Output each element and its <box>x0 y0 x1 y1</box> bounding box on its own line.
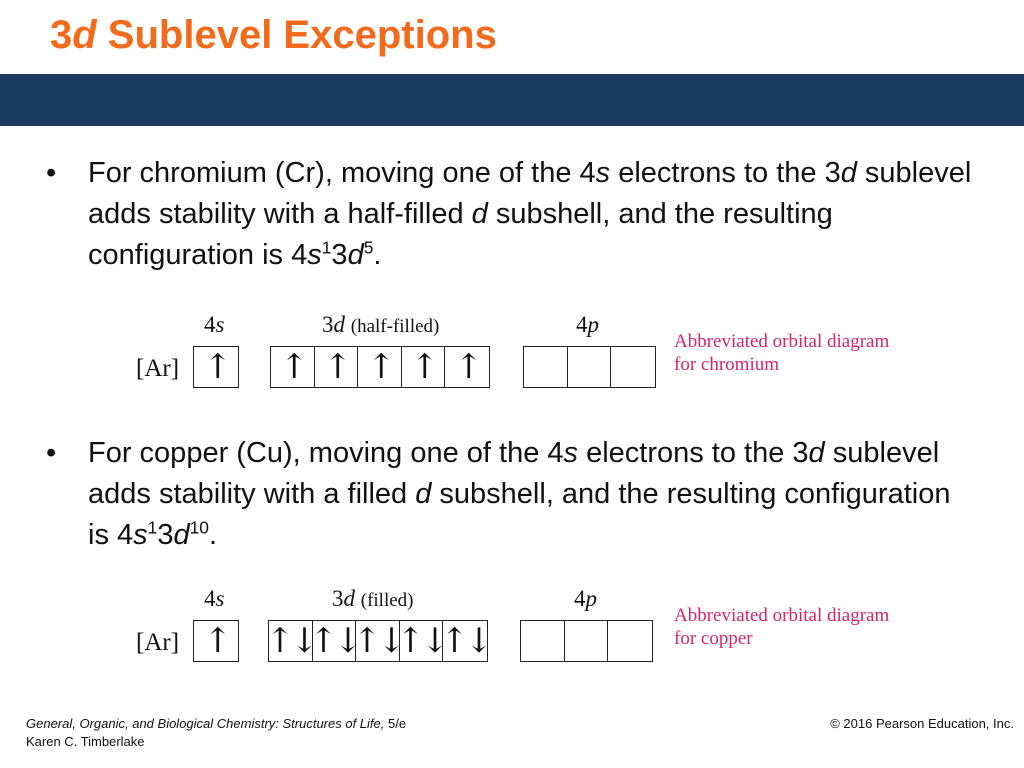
orbital-row-4p <box>523 346 656 388</box>
electron-arrow: ↑↓ <box>352 621 402 661</box>
text-run: d <box>415 478 432 510</box>
superscript: 1 <box>147 517 158 538</box>
text-run: subshell, and the resulting configuration is 4 <box>88 198 833 271</box>
footer-copyright: © 2016 Pearson Education, Inc. <box>830 716 1014 731</box>
label-note: (filled) <box>360 590 414 611</box>
orbital-row-4s <box>193 346 239 388</box>
label-4p <box>574 586 597 612</box>
orbital-box <box>568 347 612 387</box>
text-run: sublevel adds stability with a filled <box>88 437 940 510</box>
electron-arrow: ↑ <box>203 621 228 661</box>
text-run: d <box>808 437 825 469</box>
caption-line: for copper <box>674 628 753 649</box>
diagram-caption <box>674 330 889 376</box>
orbital-box <box>271 347 315 387</box>
text-run: d <box>347 239 364 271</box>
label-4p <box>576 312 599 338</box>
bullet-text <box>88 153 976 276</box>
diagram-caption <box>674 604 889 650</box>
label-number: 4 <box>576 312 588 337</box>
orbital-box <box>608 621 652 661</box>
text-run: sublevel adds stability with a half-filled <box>88 157 972 230</box>
orbital-box <box>445 347 489 387</box>
text-run: For copper (Cu), moving one of the 4 <box>88 437 564 469</box>
superscript: 5 <box>363 237 374 258</box>
text-run: electrons to the 3 <box>610 157 841 189</box>
text-run: 3 <box>157 519 174 551</box>
footer-edition: 5/e <box>384 716 407 731</box>
label-number: 3 <box>322 312 334 337</box>
label-4s <box>204 586 224 612</box>
orbital-row-3d <box>265 620 490 662</box>
footer-book-title: General, Organic, and Biological Chemistry: Structures of Life, <box>26 716 385 731</box>
orbital-row-3d <box>270 346 490 388</box>
slide-title <box>50 8 497 62</box>
orbital-box <box>440 621 490 661</box>
core-argon: [Ar] <box>136 355 180 382</box>
orbital-box <box>521 621 565 661</box>
orbital-box <box>565 621 609 661</box>
label-note: (half-filled) <box>350 316 440 337</box>
orbital-box <box>396 621 446 661</box>
text-run: s <box>307 239 322 271</box>
text-run: . <box>208 519 217 551</box>
orbital-box <box>265 621 315 661</box>
electron-arrow: ↑↓ <box>309 621 359 661</box>
label-3d <box>332 586 414 612</box>
text-run: . <box>373 239 382 271</box>
electron-arrow: ↑↓ <box>265 621 315 661</box>
footer-citation <box>26 715 406 751</box>
label-letter: p <box>585 586 597 611</box>
superscript: 1 <box>321 237 332 258</box>
text-run: d <box>173 519 190 551</box>
label-letter: s <box>215 586 225 611</box>
footer-book-line <box>26 715 406 733</box>
label-number: 4 <box>204 586 216 611</box>
text-run: d <box>471 198 488 230</box>
caption-line: Abbreviated orbital diagram <box>674 605 890 626</box>
orbital-box <box>524 347 568 387</box>
orbital-box <box>315 347 359 387</box>
text-run: s <box>563 437 579 469</box>
label-number: 4 <box>204 312 216 337</box>
text-run: subshell, and the resulting configuration is 4 <box>88 478 951 551</box>
title-prefix: 3 <box>50 13 73 57</box>
electron-arrow: ↑ <box>410 347 435 387</box>
label-number: 4 <box>574 586 586 611</box>
orbital-box <box>402 347 446 387</box>
bullet-chromium <box>46 153 976 276</box>
orbital-box <box>194 347 238 387</box>
electron-arrow: ↑ <box>454 347 479 387</box>
electron-arrow: ↑ <box>323 347 348 387</box>
bullet-marker: • <box>46 437 57 469</box>
text-run: 3 <box>331 239 348 271</box>
label-letter: s <box>215 312 225 337</box>
orbital-diagram-copper <box>136 586 926 666</box>
label-3d <box>322 312 439 338</box>
text-run: s <box>133 519 148 551</box>
text-run: s <box>595 157 611 189</box>
electron-arrow: ↑ <box>203 347 228 387</box>
electron-arrow: ↑ <box>367 347 392 387</box>
label-letter: d <box>343 586 355 611</box>
caption-line: for chromium <box>674 354 780 375</box>
text-run: d <box>840 157 857 189</box>
bullet-text <box>88 433 976 556</box>
orbital-box <box>352 621 402 661</box>
text-run: For chromium (Cr), moving one of the 4 <box>88 157 596 189</box>
label-letter: p <box>587 312 599 337</box>
label-letter: d <box>333 312 345 337</box>
superscript: 10 <box>189 517 209 538</box>
caption-line: Abbreviated orbital diagram <box>674 331 890 352</box>
label-4s <box>204 312 224 338</box>
orbital-row-4s <box>193 620 239 662</box>
electron-arrow: ↑↓ <box>440 621 490 661</box>
orbital-box <box>194 621 238 661</box>
electron-arrow: ↑↓ <box>396 621 446 661</box>
orbital-box <box>611 347 655 387</box>
orbital-box <box>358 347 402 387</box>
orbital-box <box>309 621 359 661</box>
text-run: electrons to the 3 <box>578 437 809 469</box>
footer-author: Karen C. Timberlake <box>26 734 145 749</box>
label-number: 3 <box>332 586 344 611</box>
core-argon: [Ar] <box>136 629 180 656</box>
header-band <box>0 74 1024 126</box>
title-rest: Sublevel Exceptions <box>96 13 497 57</box>
orbital-row-4p <box>520 620 653 662</box>
title-italic: d <box>72 13 97 57</box>
electron-arrow: ↑ <box>280 347 305 387</box>
orbital-diagram-chromium <box>136 312 926 392</box>
bullet-marker: • <box>46 157 57 189</box>
bullet-copper <box>46 433 976 556</box>
